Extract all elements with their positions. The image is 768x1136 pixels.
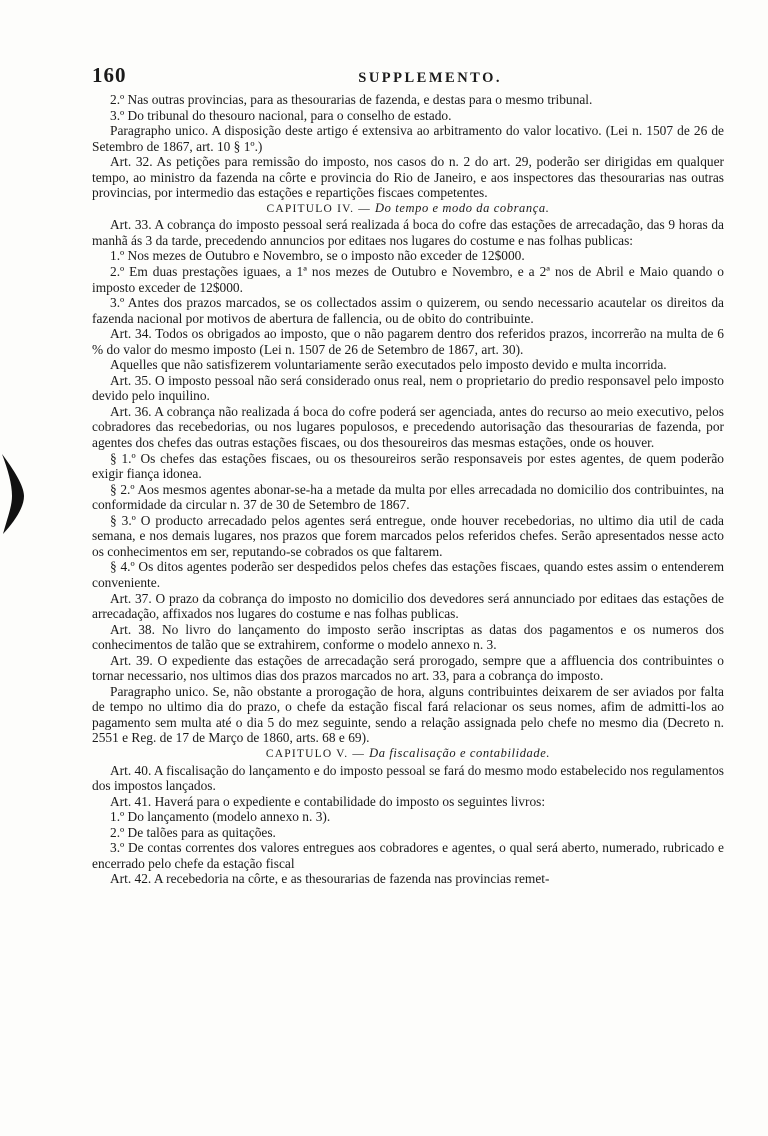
chapter-label: CAPITULO IV. — — [266, 202, 371, 215]
chapter-label: CAPITULO V. — — [265, 747, 366, 760]
paragraph: Art. 38. No livro do lançamento do imposto serão inscriptas as datas dos pagamentos e os numeros dos conhecimentos de talão que se extrahirem, conforme o modelo annexo n. 3. — [92, 621, 724, 653]
paragraph: Art. 33. A cobrança do imposto pessoal será realizada á boca do cofre das estações de arrecadação, das 9 horas da manhã ás 3 da tarde, precedendo annuncios por editaes nos lugares do costume e nas folhas publicas: — [92, 217, 724, 248]
paragraph: Art. 36. A cobrança não realizada á boca do cofre poderá ser agenciada, antes do recurso ao meio executivo, pelos cobradores das recebedorias, ou nos lugares populosos, e precedendo autorisação das thesourarias de fazenda, por agentes dos chefes das outras estações fiscaes, ou dos thesoureiros das mesmas estações, onde os houver. — [92, 403, 724, 451]
ink-blot-mark — [0, 452, 26, 536]
paragraph: 2.º Nas outras provincias, para as thesourarias de fazenda, e destas para o mesmo tribunal. — [110, 92, 593, 107]
paragraph: Paragrapho unico. A disposição deste artigo é extensiva ao arbitramento do valor locativo. (Lei n. 1507 de 26 de Setembro de 1867, art. 10 § 1º.) — [92, 123, 724, 154]
chapter-heading — [92, 746, 724, 763]
paragraph: Paragrapho unico. Se, não obstante a prorogação de hora, alguns contribuintes deixarem de ser aviados por falta de tempo no ultimo dia do prazo, o chefe da estação fiscal fará relacionar os seus nomes, afim de admitti-los ao pagamento sem multa até o dia 5 do mez seguinte, sendo a relação assignada pelo chefe no mesmo dia (Decreto n. 2551 e Reg. de 17 de Março de 1860, arts. 68 e 69). — [92, 683, 724, 746]
paragraph: § 1.º Os chefes das estações fiscaes, ou os thesoureiros serão responsaveis por estes agentes, de quem poderão exigir fiança idonea. — [92, 450, 724, 482]
paragraph: Art. 39. O expediente das estações de arrecadação será prorogado, sempre que a affluencia dos contribuintes o tornar necessario, nos ultimos dias dos prazos marcados no art. 33, para a cobrança do imposto. — [92, 652, 724, 684]
paragraph: Art. 35. O imposto pessoal não será considerado onus real, nem o proprietario do predio responsavel pelo imposto devido pelo inquilino. — [92, 372, 724, 404]
paragraph: 1.º Nos mezes de Outubro e Novembro, se o imposto não exceder de 12$000. — [110, 248, 525, 264]
body-text — [92, 92, 724, 887]
paragraph: Art. 42. A recebedoria na côrte, e as thesourarias de fazenda nas provincias remet- — [110, 871, 550, 887]
paragraph: § 2.º Aos mesmos agentes abonar-se-ha a metade da multa por elles arrecadada no domicilio dos contribuintes, na conformidade da circular n. 37 de 30 de Setembro de 1867. — [92, 481, 724, 513]
running-title: SUPPLEMENTO. — [358, 70, 502, 86]
paragraph: Art. 41. Haverá para o expediente e contabilidade do imposto os seguintes livros: — [110, 793, 546, 809]
chapter-title: Da fiscalisação e contabilidade. — [369, 745, 551, 760]
paragraph: Art. 40. A fiscalisação do lançamento e do imposto pessoal se fará do mesmo modo estabelecido nos regulamentos dos impostos lançados. — [92, 762, 724, 794]
chapter-heading — [92, 201, 724, 218]
paragraph: Art. 34. Todos os obrigados ao imposto, que o não pagarem dentro dos referidos prazos, incorrerão na multa de 6 % do valor do mesmo imposto (Lei n. 1507 de 26 de Setembro de 1867, art. 30). — [92, 326, 724, 357]
paragraph: Art. 37. O prazo da cobrança do imposto no domicilio dos devedores será annunciado por editaes das estações de arrecadação, affixados nos lugares do costume e nas folhas publicas. — [92, 590, 724, 622]
paragraph: 2.º Em duas prestações iguaes, a 1ª nos mezes de Outubro e Novembro, e a 2ª nos de Abril e Maio quando o imposto exceder de 12$000. — [92, 264, 724, 295]
page-header — [92, 63, 724, 90]
document-page — [92, 63, 724, 887]
paragraph: § 4.º Os ditos agentes poderão ser despedidos pelos chefes das estações fiscaes, quando estes assim o entenderem conveniente. — [92, 559, 724, 590]
paragraph: 2.º De talões para as quitações. — [110, 824, 276, 840]
chapter-title: Do tempo e modo da cobrança. — [375, 200, 550, 215]
paragraph: § 3.º O producto arrecadado pelos agentes será entregue, onde houver recebedorias, no ultimo dia util de cada semana, e nos demais lugares, nos prazos que forem marcados pelos referidos chefes. Serão apresentados nesse acto os conhecimentos em ser, reputando-se cobrados os que faltarem. — [92, 512, 724, 559]
paragraph: 3.º De contas correntes dos valores entregues aos cobradores e agentes, o qual será aberto, numerado, rubricado e encerrado pelo chefe da estação fiscal — [92, 840, 724, 871]
paragraph: 3.º Antes dos prazos marcados, se os collectados assim o quizerem, ou sendo necessario acautelar os direitos da fazenda nacional por motivos de abertura de fallencia, ou de obito do contribuinte. — [92, 295, 724, 326]
paragraph: Art. 32. As petições para remissão do imposto, nos casos do n. 2 do art. 29, poderão ser dirigidas em qualquer tempo, ao ministro da fazenda na côrte e provincia do Rio de Janeiro, e aos inspectores das thesourarias nas outras provincias, por intermedio das estações e repartições fiscaes competentes. — [92, 154, 724, 201]
paragraph: Aquelles que não satisfizerem voluntariamente serão executados pelo imposto devido e multa incorrida. — [110, 357, 667, 373]
page-number: 160 — [92, 63, 127, 87]
paragraph: 1.º Do lançamento (modelo annexo n. 3). — [110, 809, 331, 825]
paragraph: 3.º Do tribunal do thesouro nacional, para o conselho de estado. — [110, 107, 452, 123]
